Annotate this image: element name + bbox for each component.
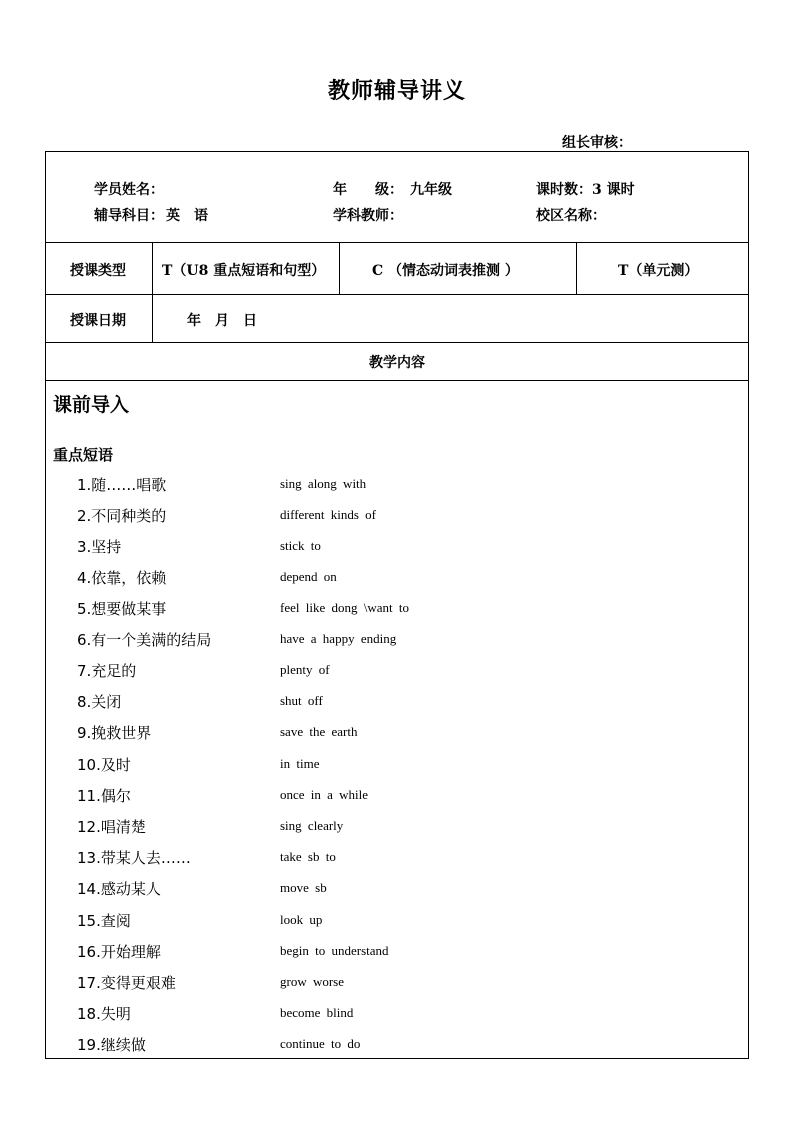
lesson-type-label: 授课类型 xyxy=(70,263,126,279)
phrase-english: have a happy ending xyxy=(280,631,397,646)
phrase-chinese: 3.坚持 xyxy=(77,538,122,556)
phrase-english: continue to do xyxy=(280,1036,361,1051)
lesson-date-label: 授课日期 xyxy=(70,313,126,329)
lesson-date-value: 年 月 日 xyxy=(187,313,257,329)
phrase-english: shut off xyxy=(280,693,323,708)
phrase-english: sing clearly xyxy=(280,818,344,833)
phrase-chinese: 10.及时 xyxy=(77,756,131,774)
grade-value: 九年级 xyxy=(410,182,452,198)
phrase-chinese: 11.偶尔 xyxy=(77,787,131,805)
phrase-chinese: 5.想要做某事 xyxy=(77,600,167,618)
phrase-english: in time xyxy=(280,756,320,771)
phrase-english: different kinds of xyxy=(280,507,377,522)
phrase-chinese: 15.查阅 xyxy=(77,912,131,930)
phrase-chinese: 1.随……唱歌 xyxy=(77,476,167,494)
phrase-chinese: 6.有一个美满的结局 xyxy=(77,631,212,649)
phrase-english: save the earth xyxy=(280,724,358,739)
row-divider xyxy=(46,380,748,381)
phrase-english: depend on xyxy=(280,569,337,584)
phrase-english: begin to understand xyxy=(280,943,389,958)
lesson-type-cell: C （情态动词表推测 ） xyxy=(372,263,519,279)
subject-value: 英 语 xyxy=(166,208,208,224)
phrase-english: look up xyxy=(280,912,323,927)
lesson-sheet xyxy=(45,151,749,1059)
page-title: 教师辅导讲义 xyxy=(327,78,466,104)
phrase-chinese: 8.关闭 xyxy=(77,693,122,711)
phrase-chinese: 14.感动某人 xyxy=(77,880,161,898)
phrase-chinese: 2.不同种类的 xyxy=(77,507,167,525)
hours-value: 3 课时 xyxy=(592,182,635,198)
subject-label: 辅导科目： xyxy=(94,208,164,224)
phrase-chinese: 7.充足的 xyxy=(77,662,137,680)
phrase-english: take sb to xyxy=(280,849,336,864)
col-divider xyxy=(576,242,577,294)
teacher-label: 学科教师： xyxy=(333,208,403,224)
reviewer-label: 组长审核： xyxy=(562,135,632,151)
phrase-english: become blind xyxy=(280,1005,354,1020)
phrase-english: sing along with xyxy=(280,476,367,491)
section-title: 课前导入 xyxy=(53,394,130,416)
phrase-english: feel like dong \want to xyxy=(280,600,409,615)
phrase-english: plenty of xyxy=(280,662,330,677)
phrase-chinese: 17.变得更艰难 xyxy=(77,974,176,992)
grade-label: 年 级： xyxy=(333,182,403,198)
phrase-chinese: 13.带某人去…… xyxy=(77,849,191,867)
phrase-chinese: 16.开始理解 xyxy=(77,943,161,961)
phrase-chinese: 9.挽救世界 xyxy=(77,724,152,742)
phrase-english: move sb xyxy=(280,880,327,895)
campus-label: 校区名称： xyxy=(536,208,606,224)
hours-label: 课时数： xyxy=(536,182,592,198)
phrase-english: grow worse xyxy=(280,974,345,989)
col-divider xyxy=(339,242,340,294)
phrase-chinese: 19.继续做 xyxy=(77,1036,146,1054)
phrase-chinese: 4.依靠，依赖 xyxy=(77,569,167,587)
phrase-chinese: 12.唱清楚 xyxy=(77,818,146,836)
lesson-type-cell: T（单元测） xyxy=(618,263,699,279)
row-divider xyxy=(46,342,748,343)
content-header: 教学内容 xyxy=(369,355,425,371)
col-divider xyxy=(152,242,153,342)
lesson-type-cell: T（U8 重点短语和句型） xyxy=(162,263,326,279)
student-name-label: 学员姓名： xyxy=(94,182,164,198)
phrase-chinese: 18.失明 xyxy=(77,1005,131,1023)
subsection-title: 重点短语 xyxy=(53,446,114,464)
phrase-english: once in a while xyxy=(280,787,369,802)
phrase-english: stick to xyxy=(280,538,321,553)
